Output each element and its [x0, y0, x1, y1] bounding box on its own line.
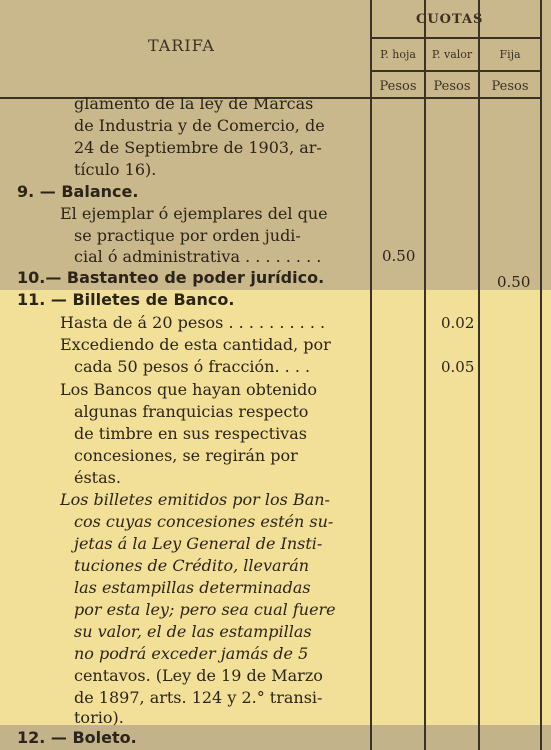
section-heading-bastanteo: 10.— Bastanteo de poder jurídico.	[17, 268, 325, 287]
value-billetes-hasta-20: 0.02	[441, 314, 475, 332]
unit-p-valor: Pesos	[433, 79, 471, 94]
text-line: cial ó administrativa . . . . . . . .	[74, 247, 322, 266]
column-rule-1	[370, 0, 372, 750]
tarifa-heading: TARIFA	[148, 36, 215, 55]
text-line: Excediendo de esta cantidad, por	[60, 335, 331, 354]
text-line: de Industria y de Comercio, de	[74, 116, 325, 135]
text-line: jetas á la Ley General de Insti-	[74, 534, 323, 553]
text-line: centavos. (Ley de 19 de Marzo	[74, 666, 323, 685]
text-line: Hasta de á 20 pesos . . . . . . . . . .	[60, 313, 326, 332]
text-line: glamento de la ley de Marcas	[74, 94, 314, 113]
section-heading-billetes: 11. — Billetes de Banco.	[17, 290, 235, 309]
value-bastanteo-fija: 0.50	[497, 273, 531, 291]
subheader-rule	[370, 70, 542, 72]
cuotas-rule	[370, 37, 542, 39]
column-header-p-hoja: P. hoja	[380, 48, 416, 61]
text-line: algunas franquicias respecto	[74, 402, 309, 421]
text-line: torio).	[74, 708, 124, 727]
column-header-p-valor: P. valor	[431, 48, 473, 61]
text-line: tículo 16).	[74, 160, 157, 179]
value-balance-p-hoja: 0.50	[382, 247, 416, 265]
column-header-fija: Fija	[499, 48, 521, 61]
text-line: concesiones, se regirán por	[74, 446, 298, 465]
unit-p-hoja: Pesos	[379, 79, 417, 94]
column-rule-2	[424, 0, 426, 750]
text-line: cada 50 pesos ó fracción. . . .	[74, 357, 311, 376]
text-line: Los Bancos que hayan obtenido	[60, 380, 318, 399]
unit-fija: Pesos	[491, 79, 529, 94]
text-line: de 1897, arts. 124 y 2.° transi-	[74, 688, 323, 707]
text-line: no podrá exceder jamás de 5	[74, 644, 309, 663]
text-line: de timbre en sus respectivas	[74, 424, 307, 443]
text-line: 24 de Septiembre de 1903, ar-	[74, 138, 322, 157]
text-line: cos cuyas concesiones estén su-	[74, 512, 334, 531]
text-line: éstas.	[74, 468, 121, 487]
text-line: su valor, el de las estampillas	[74, 622, 312, 641]
cuotas-heading: CUOTAS	[416, 12, 484, 27]
text-line: se practique por orden judi-	[74, 226, 301, 245]
text-line: las estampillas determinadas	[74, 578, 311, 597]
text-line: Los billetes emitidos por los Ban-	[60, 490, 330, 509]
section-heading-balance: 9. — Balance.	[17, 182, 139, 201]
column-rule-3	[478, 0, 480, 750]
column-rule-4	[540, 0, 542, 750]
text-line: tuciones de Crédito, llevarán	[74, 556, 310, 575]
text-line: El ejemplar ó ejemplares del que	[60, 204, 328, 223]
value-billetes-excediendo: 0.05	[441, 358, 475, 376]
text-line: por esta ley; pero sea cual fuere	[74, 600, 336, 619]
section-heading-boleto: 12. — Boleto.	[17, 728, 137, 747]
